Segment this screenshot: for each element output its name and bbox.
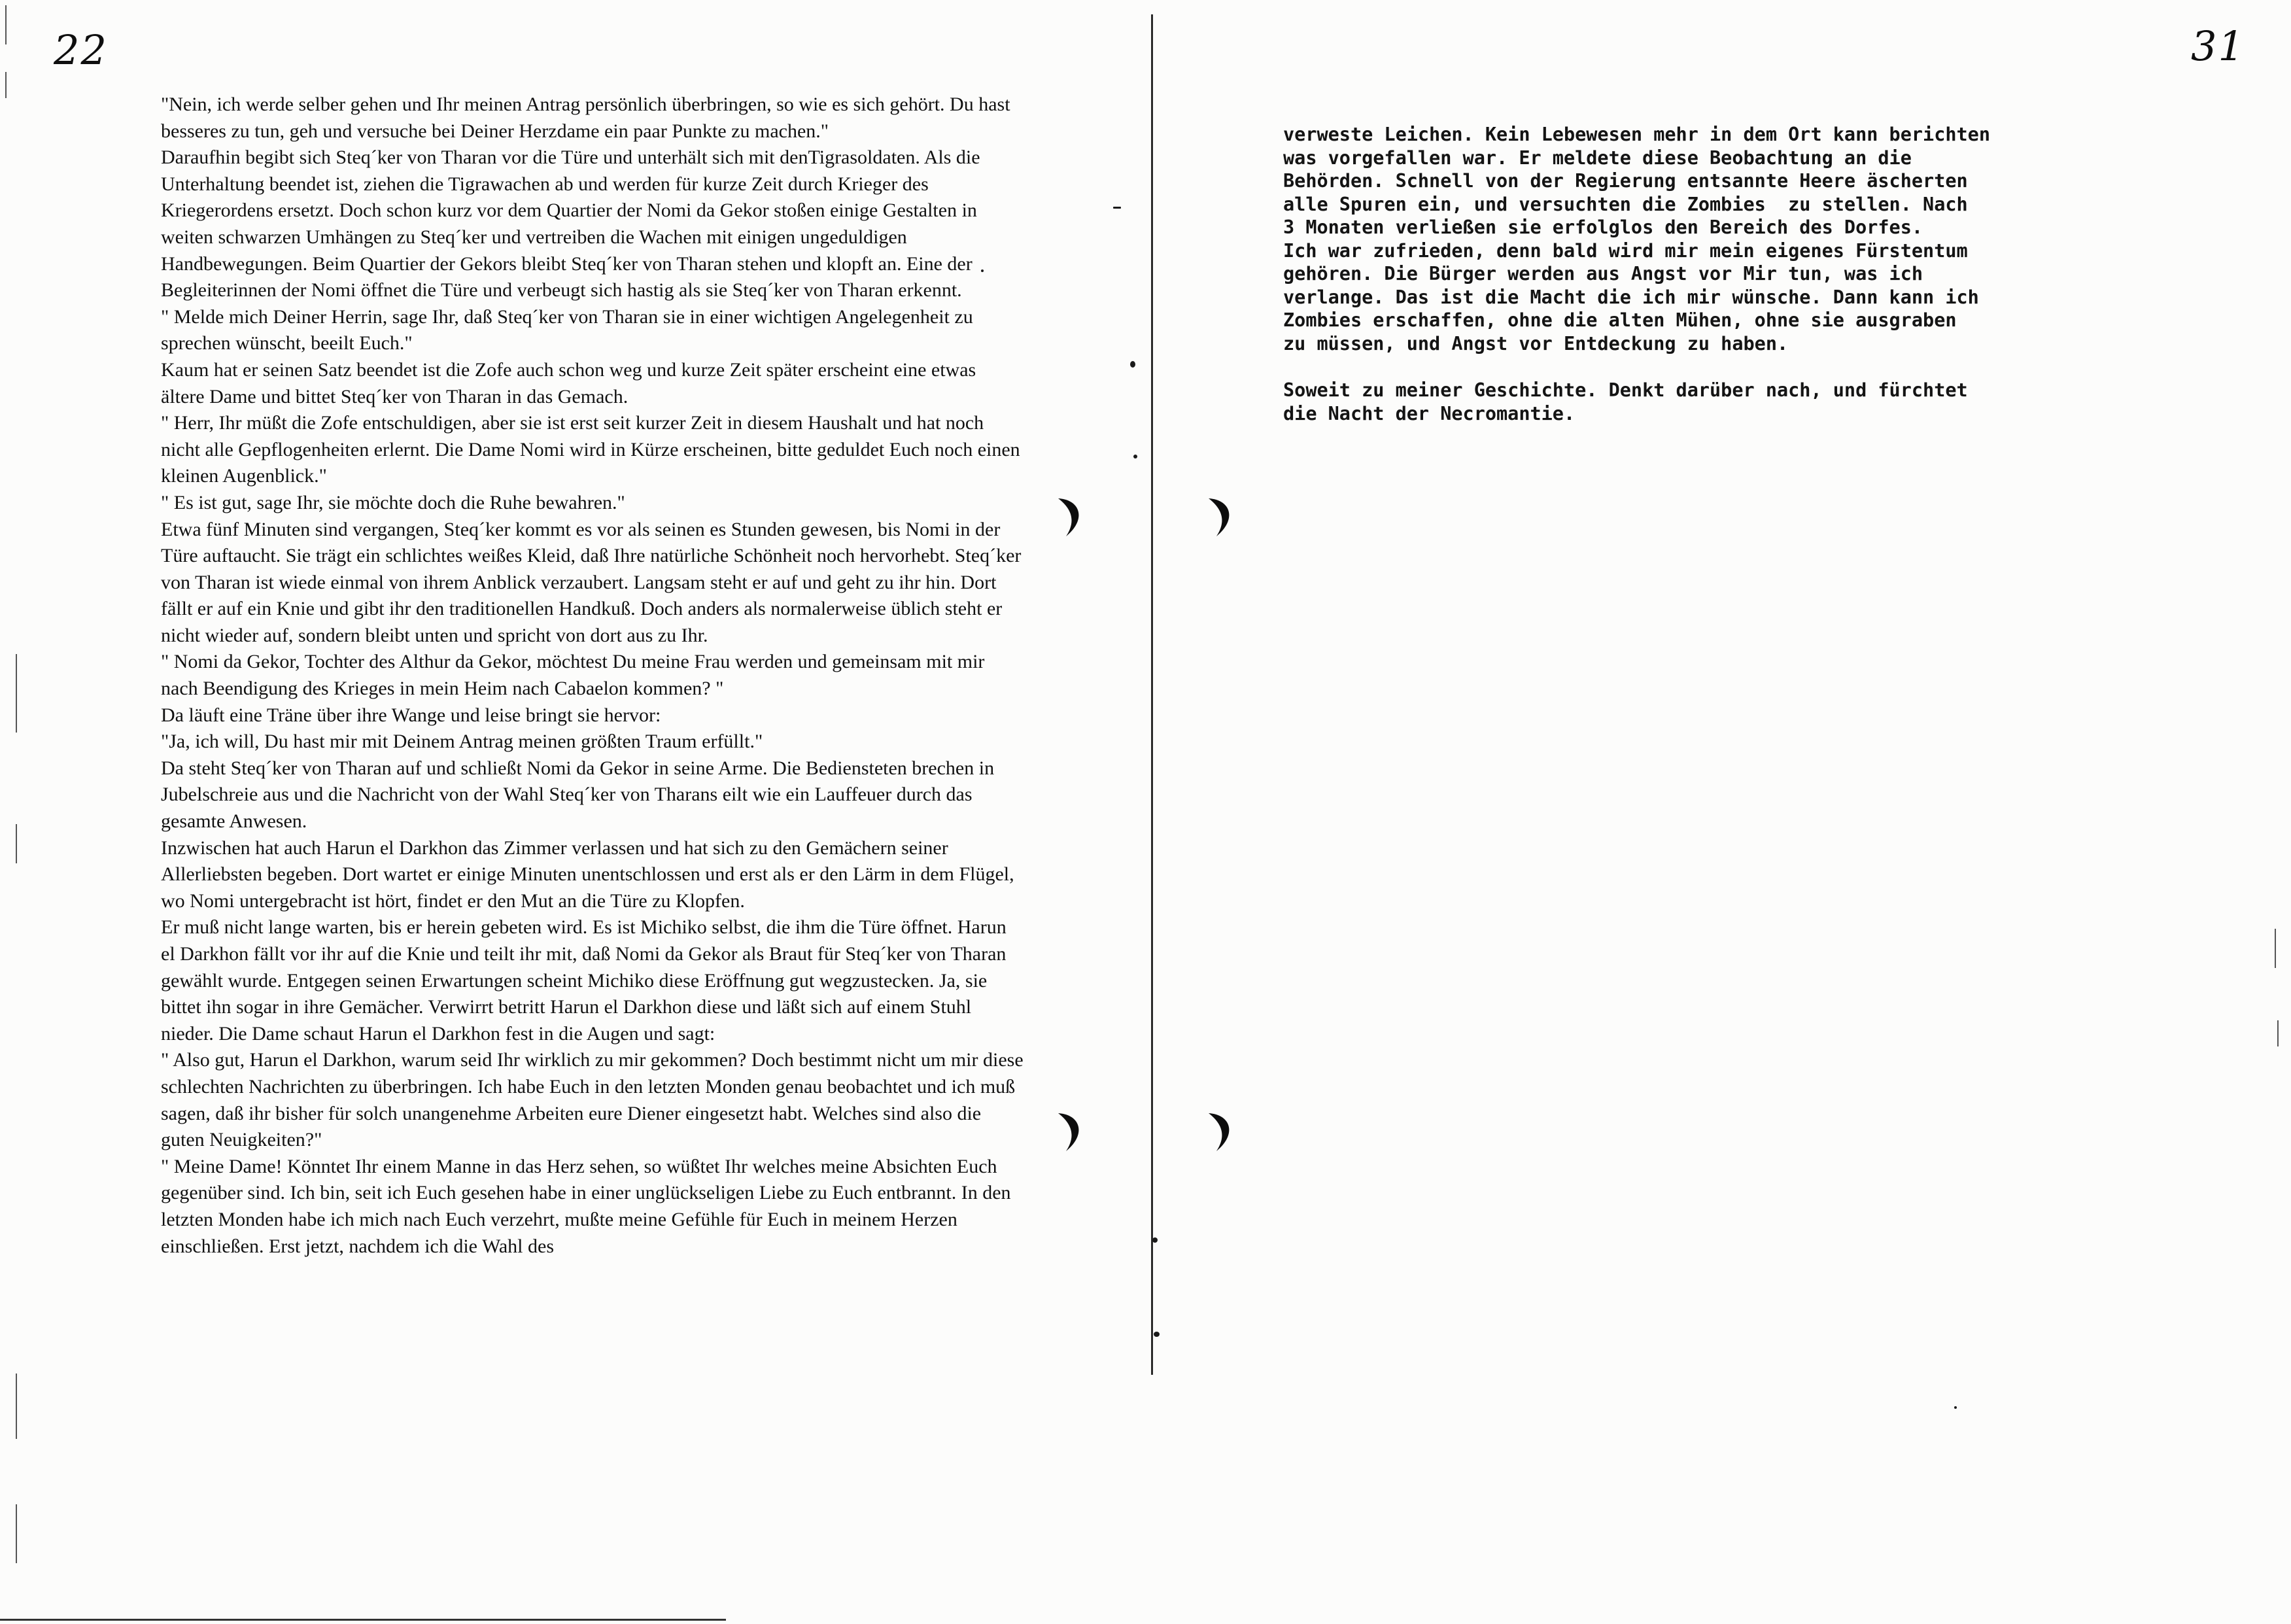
left-edge-mark	[16, 654, 17, 733]
paragraph: " Melde mich Deiner Herrin, sage Ihr, daß Steq´ker von Tharan sie in einer wichtigen Angelegenheit zu sprechen wünscht, beeilt Euch."	[161, 305, 973, 354]
paragraph: " Meine Dame! Könntet Ihr einem Manne in das Herz sehen, so wüßtet Ihr welches meine Absichten Euch gegenüber sind. Ich bin, seit ich Euch gesehen habe in einer unglückseligen Liebe zu Euch entbrannt. In den letzten Monden habe ich mich nach Euch verzehrt, mußte meine Gefühle für Euch in meinem Herzen einschließen. Erst jetzt, nachdem ich die Wahl des	[161, 1155, 1011, 1257]
typed-line: Behörden. Schnell von der Regierung entsannte Heere äscherten	[1283, 170, 1968, 192]
paragraph: "Ja, ich will, Du hast mir mit Deinem Antrag meinen größten Traum erfüllt."	[161, 731, 763, 753]
paragraph: Kaum hat er seinen Satz beendet ist die Zofe auch schon weg und kurze Zeit später erscheint eine etwas ältere Dame und bittet Steq´ker von Tharan in das Gemach.	[161, 358, 976, 407]
scan-speck	[1130, 361, 1135, 368]
crescent-mark-icon	[1054, 496, 1088, 539]
typed-line: Ich war zufrieden, denn bald wird mir mein eigenes Fürstentum	[1283, 239, 1968, 262]
paragraph: Etwa fünf Minuten sind vergangen, Steq´ker kommt es vor als seinen es Stunden gewesen, bis Nomi in der Türe auftaucht. Sie trägt ein schlichtes weißes Kleid, daß Ihre natürliche Schönheit noch hervorhebt. Steq´ker von Tharan ist wiede einmal von ihrem Anblick verzaubert. Langsam steht er auf und geht zu ihr hin. Dort fällt er auf ein Knie und gibt ihr den traditionellen Handkuß. Doch anders als normalerweise üblich steht er nicht wieder auf, sondern bleibt unten und spricht von dort aus zu Ihr.	[161, 518, 1022, 646]
scan-speck	[981, 269, 984, 272]
paragraph: " Herr, Ihr müßt die Zofe entschuldigen, aber sie ist erst seit kurzer Zeit in diesem Haushalt und hat noch nicht alle Gepflogenheiten erlernt. Die Dame Nomi wird in Kürze erscheinen, bitte geduldet Euch noch einen kleinen Augenblick."	[161, 412, 1020, 487]
paragraph: Daraufhin begibt sich Steq´ker von Tharan vor die Türe und unterhält sich mit denTigrasoldaten. Als die Unterhaltung beendet ist, ziehen die Tigrawachen ab und werden für kurze Zeit durch Krieger des Kriegerordens ersetzt. Doch schon kurz vor dem Quartier der Nomi da Gekor stoßen einige Gestalten in weiten schwarzen Umhängen zu Steq´ker und vertreiben die Wachen mit einigen ungeduldigen Handbewegungen. Beim Quartier der Gekors bleibt Steq´ker von Tharan stehen und klopft an. Eine der Begleiterinnen der Nomi öffnet die Türe und verbeugt sich hastig als sie Steq´ker von Tharan erkennt.	[161, 147, 980, 302]
left-page-number: 22	[54, 26, 108, 74]
scan-speck	[1154, 1332, 1160, 1337]
paragraph: Inzwischen hat auch Harun el Darkhon das Zimmer verlassen und hat sich zu den Gemächern seiner Allerliebsten begeben. Dort wartet er einige Minuten unentschlossen und erst als er den Lärm in dem Flügel, wo Nomi untergebracht ist hört, findet er den Mut an die Türe zu Klopfen.	[161, 837, 1014, 912]
crescent-mark-icon	[1205, 496, 1239, 539]
scan-speck	[1113, 207, 1121, 209]
typed-line: alle Spuren ein, und versuchten die Zombies zu stellen. Nach	[1283, 193, 1968, 215]
typed-line: verlange. Das ist die Macht die ich mir wünsche. Dann kann ich	[1283, 286, 1979, 308]
typed-line: zu müssen, und Angst vor Entdeckung zu haben.	[1283, 332, 1789, 354]
closing-line: Soweit zu meiner Geschichte. Denkt darüber nach, und fürchtet	[1283, 379, 1968, 401]
crescent-mark-icon	[1054, 1111, 1088, 1154]
closing-line: die Nacht der Necromantie.	[1283, 402, 1576, 424]
left-edge-mark	[5, 72, 7, 98]
bottom-edge-line	[0, 1619, 726, 1621]
scan-speck	[1133, 455, 1137, 458]
right-edge-mark	[2277, 1020, 2279, 1046]
right-page-text	[1283, 123, 2199, 425]
page-gutter-line	[1151, 14, 1153, 1375]
crescent-mark-icon	[1205, 1111, 1239, 1154]
left-edge-mark	[16, 1373, 17, 1439]
typed-line: Zombies erschaffen, ohne die alten Mühen, ohne sie ausgraben	[1283, 309, 1957, 331]
left-edge-mark	[5, 5, 7, 44]
paragraph: Da steht Steq´ker von Tharan auf und schließt Nomi da Gekor in seine Arme. Die Bediensteten brechen in Jubelschreie aus und die Nachricht von der Wahl Steq´ker von Tharans eilt wie ein Lauffeuer durch das gesamte Anwesen.	[161, 757, 995, 833]
paragraph: Er muß nicht lange warten, bis er herein gebeten wird. Es ist Michiko selbst, die ihm die Türe öffnet. Harun el Darkhon fällt vor ihr auf die Knie und teilt ihr mit, daß Nomi da Gekor als Braut für Steq´ker von Tharan gewählt wurde. Entgegen seinen Erwartungen scheint Michiko diese Eröffnung gut wegzustecken. Ja, sie bittet ihn sogar in ihre Gemächer. Verwirrt betritt Harun el Darkhon diese und läßt sich auf einem Stuhl nieder. Die Dame schaut Harun el Darkhon fest in die Augen und sagt:	[161, 916, 1007, 1045]
paragraph: " Es ist gut, sage Ihr, sie möchte doch die Ruhe bewahren."	[161, 491, 625, 513]
paragraph: Da läuft eine Träne über ihre Wange und leise bringt sie hervor:	[161, 704, 661, 726]
right-page-number: 31	[2191, 22, 2245, 70]
typed-line: 3 Monaten verließen sie erfolglos den Bereich des Dorfes.	[1283, 216, 1923, 238]
paragraph: " Also gut, Harun el Darkhon, warum seid Ihr wirklich zu mir gekommen? Doch bestimmt nicht um mir diese schlechten Nachrichten zu überbringen. Ich habe Euch in den letzten Monden genau beobachtet und ich muß sagen, daß ihr bisher für solch unangenehme Arbeiten eure Diener eingesetzt habt. Welches sind also die guten Neuigkeiten?"	[161, 1049, 1024, 1151]
paragraph: "Nein, ich werde selber gehen und Ihr meinen Antrag persönlich überbringen, so wie es sich gehört. Du hast besseres zu tun, geh und versuche bei Deiner Herzdame ein paar Punkte zu machen."	[161, 94, 1010, 142]
left-edge-mark	[16, 1504, 17, 1563]
typed-line: gehören. Die Bürger werden aus Angst vor Mir tun, was ich	[1283, 263, 1923, 285]
typed-line: verweste Leichen. Kein Lebewesen mehr in dem Ort kann berichten	[1283, 124, 1990, 145]
left-page-text	[161, 92, 1024, 1260]
right-edge-mark	[2275, 929, 2276, 968]
paragraph: " Nomi da Gekor, Tochter des Althur da Gekor, möchtest Du meine Frau werden und gemeinsam mit mir nach Beendigung des Krieges in mein Heim nach Cabaelon kommen? "	[161, 651, 985, 700]
left-edge-mark	[16, 824, 17, 863]
scan-speck	[1152, 1237, 1158, 1243]
typed-line: was vorgefallen war. Er meldete diese Beobachtung an die	[1283, 147, 1912, 169]
scan-speck	[1954, 1406, 1957, 1409]
